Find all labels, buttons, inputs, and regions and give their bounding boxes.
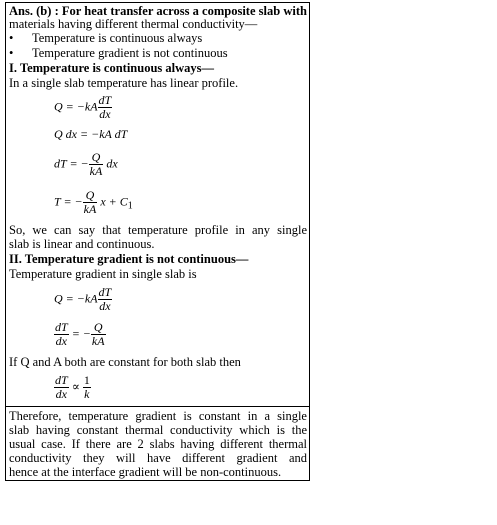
- note-line: hence at the interface gradient will be non-continuous.: [9, 465, 282, 479]
- answer-line-2: materials having different thermal conductivity—: [9, 17, 258, 31]
- fraction: $\frac{dT}{dx}$: [55, 373, 68, 401]
- equation-proportionality: $\frac{dT}{dx}$ ∝ $\frac{1}{k}$: [55, 373, 90, 401]
- answer-line-1: [9, 4, 307, 18]
- bullet-item: Temperature gradient is not continuous: [32, 46, 228, 60]
- note-line: slab having constant thermal conductivity which is the: [9, 423, 307, 437]
- fraction: $\frac{Q}{kA}$: [83, 188, 97, 216]
- note-box: [5, 406, 310, 481]
- equation-rearranged: Q dx = −kA dT: [54, 127, 128, 141]
- section-1-intro: In a single slab temperature has linear profile.: [9, 76, 239, 90]
- fraction: $\frac{dT}{dx}$: [55, 320, 68, 348]
- section-1-conclusion-1: So, we can say that temperature profile in any single: [9, 223, 307, 237]
- equation-gradient: Q = −kA $\frac{dT}{dx}$: [54, 285, 112, 313]
- note-line: conductivity they will have different gradient and: [9, 451, 307, 465]
- section-1-conclusion-2: slab is linear and continuous.: [9, 237, 155, 251]
- fraction: $\frac{dT}{dx}$: [98, 285, 112, 313]
- fraction: $\frac{1}{k}$: [83, 373, 90, 401]
- fraction: $\frac{Q}{kA}$: [91, 320, 105, 348]
- section-2-heading: II. Temperature gradient is not continuous—: [9, 252, 249, 266]
- answer-box: [5, 2, 310, 407]
- section-1-heading: I. Temperature is continuous always—: [9, 61, 215, 75]
- equation-temperature-profile: T = − $\frac{Q}{kA}$ $x + C_1$: [54, 188, 133, 216]
- equation-fourier-law: Q = −kA $\frac{dT}{dx}$: [54, 93, 112, 121]
- note-line: Therefore, temperature gradient is constant in a single: [9, 409, 307, 423]
- note-line: usual case. If there are 2 slabs having different thermal: [9, 437, 307, 451]
- fraction: $\frac{Q}{kA}$: [89, 150, 103, 178]
- fraction: $\frac{dT}{dx}$: [98, 93, 112, 121]
- section-2-condition: If Q and A both are constant for both slab then: [9, 355, 241, 369]
- bullet-marker: •: [9, 46, 14, 60]
- bullet-item: Temperature is continuous always: [32, 31, 203, 45]
- equation-dt: dT = − $\frac{Q}{kA}$ dx: [54, 150, 118, 178]
- bullet-marker: •: [9, 31, 14, 45]
- equation-gradient-ratio: $\frac{dT}{dx}$ = − $\frac{Q}{kA}$: [55, 320, 105, 348]
- answer-label: Ans. (b) : For heat transfer across a composite slab with: [9, 4, 307, 18]
- section-2-intro: Temperature gradient in single slab is: [9, 267, 197, 281]
